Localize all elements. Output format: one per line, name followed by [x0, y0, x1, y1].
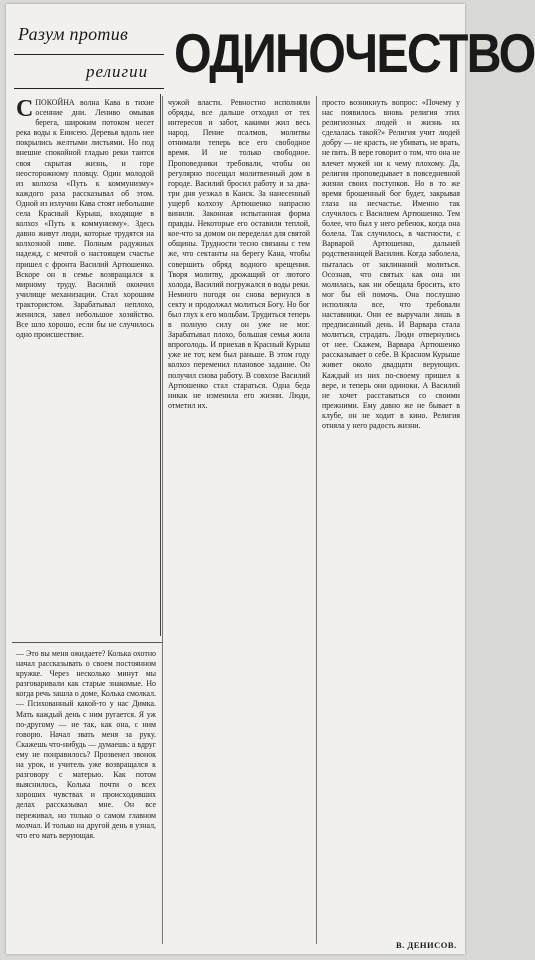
drop-cap: С	[16, 96, 34, 122]
article-header	[14, 14, 535, 92]
article-column-1	[16, 98, 154, 634]
article-column-4: — Это вы меня ожидаете? Колька охотно начал рассказывать о своем постоянном кружке. Через несколько минут мы разговаривали как старые знакомые. Но когда речь зашла о доме, Колька смолкал. — Психованный какой-то у нас Димка. Мать каждый день с ним ругается. Я уж по-другому — не так, как она, с ним говорю. Начал звать меня за руку. Скажешь что-нибудь — думаешь: а вдруг ему не понравилось? Прозвенел звонок на урок, и учитель уже возвращался к разговору с матерью. Как потом выяснилось, Колька почти о всех хороших чувствах и происходивших делах рассказывал мне. Он все переживал, но только о самом главном молчал. И только на другой день я узнал, что его мать верующая.	[16, 649, 156, 840]
rubric-line-2: религии	[86, 62, 149, 81]
author-byline: В. ДЕНИСОВ.	[396, 940, 457, 950]
rubric-line-1: Разум против	[18, 24, 129, 44]
headline: ОДИНОЧЕСТВО	[174, 22, 535, 84]
article-column-2: чужой власти. Ревностно исполняли обряды, все дальше отходил от тех интересов и забот, какими жил весь народ. Пение псалмов, молитвы отнимали теперь все его свободное время. И не только свободное. Проповедники требовали, чтобы он регулярно посещал молитвенный дом в городе. Василий бросил работу и за два-три дня уезжал в Канск. За нанесенный ущерб колхозу Артюшенко напрасно винили. Законная испытанная форма правды. Некоторые его оставили теплой, кое-что за домом он переделал для святой общины. Трудности тесно связаны с тем же, что сектанты на берегу Кана, чтобы совершить обряд водного крещения. Творя молитву, дрожащий от лютого холода, Василий погружался в воды реки. Немного погодя он снова вернулся в секту и продолжал молиться Богу. Но бог был глух к его мольбам. Трудиться теперь в полную силу он уже не мог. Зарабатывал плохо, большая семья жила впроголодь. И приехав в Красный Курыш уже не тот, кем был раньше. В этом году колхоз переменил плановое задание. Он получил снова работу. В совхозе Василий Артюшенко стал стараться. Одна беда никак не изменила его жизни. Люди, отметил их.	[168, 98, 310, 410]
article-column-3: просто возникнуть вопрос: «Почему у нас появилось вновь религия этих религиозных людей и жизнь их сделалась такой?» Религия учит людей добру — не красть, не убивать, не врать, не пить. В вере говорит о том, что она не влечет мужей ни к чему плохому. Да, религия проповедывает в повседневной жизни своих поступков. Но в то же время брошенный бог будет, закрывая глаза на несчастье. Именно так случилось с Василием Артюшенко. Тем более, что был у него ребенок, когда она болела. Так случилось, в частности, с Варварой Артюшенко, дальней родственницей Василия. Когда заболела, пыталась от заклинаний молиться. Осознав, что святых как она ни молилась, как ни обещала бросить, кто мог бы ей помочь. Она послушно исполняла все, что требовали наставники. Они ее выручали лишь в предписанный день. И Варвара стала молиться, страдать. Люди отвернулись от нее. Скажем, Варвара Артюшенко рассказывает о себе. В Красном Курыше живет около двадцати верующих. Каждый из них по-своему пришел к вере, и теперь они одиноки. А Василий не хочет расставаться со своими прежними. Ему давно же не бывает в клубе, он не ходит в кино. Религия отняла у него радость жизни.	[322, 98, 460, 430]
column-1-text: ПОКОЙНА волна Кава в тихие осенние дни. Лениво омывая берега, широким потоком несет река воды к Енисею. Деревья вдоль нее покрылись желтыми листьями. Но под внешне спокойной гладью реки таится своя скрытая жизнь, и горе неосторожному пловцу. Один молодой из колхоза «Путь к коммунизму» каждого раза рассказывал об этом. Одной из излучин Кава стоят небольшие села Красный Курыш, входящие в колхоз «Путь к коммунизму». Здесь давно живут люди, которые трудятся на колхозной ниве. Полным радужных надежд, с мечтой о настоящем счастье пришел с фронта Василий Артюшенко. Вскоре он в семье возвращался к мирному труду. Василий окончил училище механизации. Стал хорошим трактористом. Зарабатывал неплохо, женился, завел небольшое хозяйство. Все шло хорошо, если бы не случилось одно происшествие.	[16, 98, 154, 340]
column-divider	[316, 96, 317, 944]
section-divider	[12, 642, 162, 643]
rubric-underline	[14, 88, 164, 89]
newspaper-clipping	[6, 4, 535, 954]
rubric-divider	[14, 54, 164, 55]
column-divider	[162, 96, 163, 944]
